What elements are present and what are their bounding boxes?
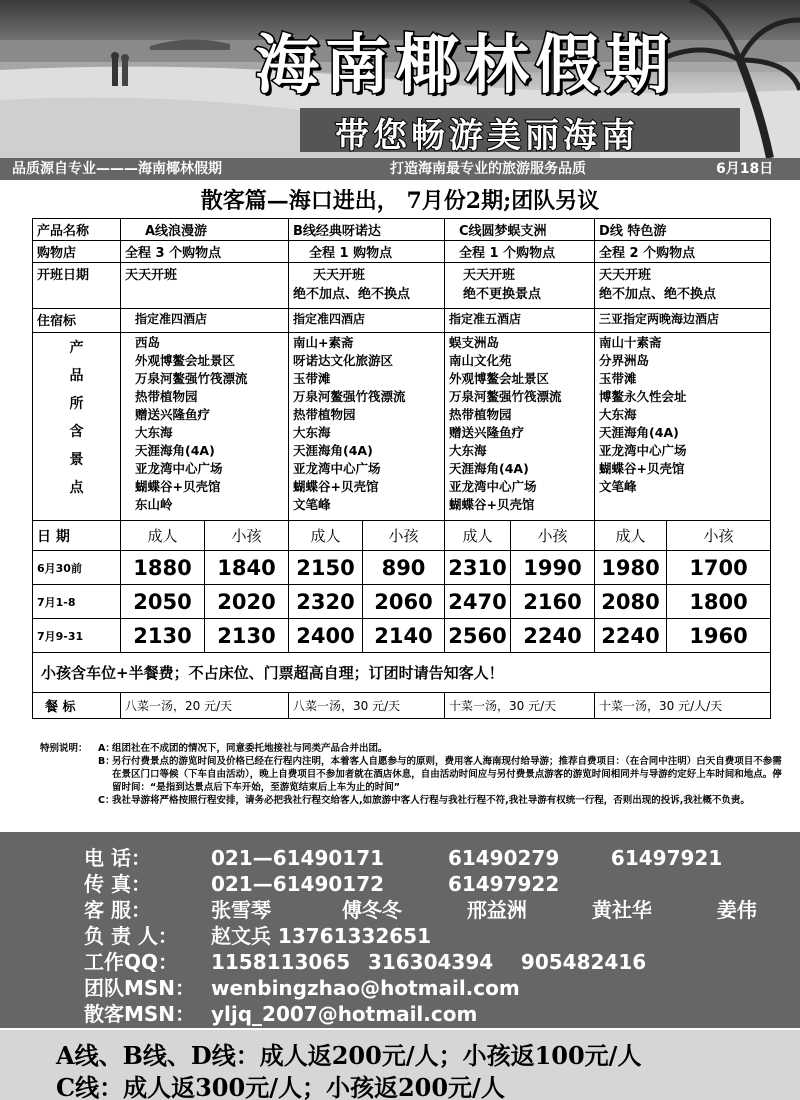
spot-item: 赠送兴隆鱼疗 bbox=[449, 425, 525, 440]
line-d-adult-header: 成人 bbox=[595, 521, 667, 551]
price-cell: 2470 bbox=[445, 585, 511, 619]
spot-item: 玉带滩 bbox=[293, 371, 331, 386]
line-a-spots bbox=[121, 333, 289, 521]
service-person: 张雪琴 bbox=[210, 898, 271, 922]
price-cell: 1980 bbox=[595, 551, 667, 585]
line-d-meal: 十菜一汤，30 元/人/天 bbox=[595, 693, 771, 719]
price-cell: 1960 bbox=[667, 619, 771, 653]
spot-item: 外观博鳌会址景区 bbox=[135, 353, 236, 368]
line-d-shopping: 全程 2 个购物点 bbox=[595, 241, 771, 263]
price-cell: 1880 bbox=[121, 551, 205, 585]
price-row bbox=[33, 551, 771, 585]
line-b-spots bbox=[289, 333, 445, 521]
line-b-shopping: 全程 1 购物点 bbox=[289, 241, 445, 263]
price-cell: 2020 bbox=[205, 585, 289, 619]
price-cell: 2310 bbox=[445, 551, 511, 585]
meal-label: 餐 标 bbox=[33, 693, 121, 719]
hotel-label: 住宿标 bbox=[33, 309, 121, 333]
spot-item: 天涯海角(4A) bbox=[599, 425, 679, 440]
price-row bbox=[33, 619, 771, 653]
team-msn-label: 团队MSN： bbox=[84, 976, 196, 1000]
note-text: 我社导游将严格按照行程安排，请务必把我社行程交给客人,如旅游中客人行程与我社行程不符,我社导游有权统一行程，否则出现的投诉,我社概不负责。 bbox=[112, 795, 750, 806]
product-label: 产品名称 bbox=[33, 219, 121, 241]
price-cell: 2400 bbox=[289, 619, 363, 653]
spots-label-char: 含 bbox=[69, 424, 84, 440]
spot-item: 文笔峰 bbox=[599, 479, 637, 494]
spots-label-char: 景 bbox=[69, 452, 84, 468]
line-c-adult-header: 成人 bbox=[445, 521, 511, 551]
line-d-hotel: 三亚指定两晚海边酒店 bbox=[595, 309, 771, 333]
spot-item: 热带植物园 bbox=[293, 407, 356, 422]
price-cell: 2160 bbox=[511, 585, 595, 619]
spot-item: 玉带滩 bbox=[599, 371, 637, 386]
price-cell: 2150 bbox=[289, 551, 363, 585]
line-b-schedule bbox=[289, 263, 445, 309]
notes-title: 特别说明： bbox=[40, 743, 88, 754]
service-person: 黄社华 bbox=[591, 898, 652, 922]
fit-msn-address[interactable]: yljq_2007@hotmail.com bbox=[210, 1002, 478, 1026]
line-a-adult-header: 成人 bbox=[121, 521, 205, 551]
note-letter: C： bbox=[98, 795, 115, 806]
spot-item: 亚龙湾中心广场 bbox=[599, 443, 687, 458]
price-row-date: 7月9-31 bbox=[33, 619, 121, 653]
price-cell: 1840 bbox=[205, 551, 289, 585]
spot-item: 博鳌永久性会址 bbox=[599, 389, 687, 404]
note-letter: A： bbox=[98, 743, 115, 754]
meal-row bbox=[33, 693, 771, 719]
line-a-schedule-1: 天天开班 bbox=[125, 268, 178, 283]
note-row bbox=[40, 794, 785, 807]
rebate-line-2: C线：成人返300元/人；小孩返200元/人 bbox=[56, 1073, 505, 1100]
price-cell: 2080 bbox=[595, 585, 667, 619]
brand-title: 海南椰林假期 bbox=[255, 28, 675, 103]
spot-item: 呀诺达文化旅游区 bbox=[293, 353, 394, 368]
phone-number: 61490279 bbox=[447, 846, 560, 870]
phone-row bbox=[84, 846, 722, 870]
spot-item: 蜈支洲岛 bbox=[449, 335, 500, 350]
manager-label: 负 责 人： bbox=[84, 924, 178, 948]
spot-item: 大东海 bbox=[449, 443, 487, 458]
spot-item: 大东海 bbox=[599, 407, 637, 422]
schedule-row bbox=[33, 263, 771, 309]
note-letter: B： bbox=[98, 756, 115, 767]
spot-item: 大东海 bbox=[135, 425, 173, 440]
line-a-shopping: 全程 3 个购物点 bbox=[121, 241, 289, 263]
spot-item: 外观博鳌会址景区 bbox=[449, 371, 550, 386]
line-c-child-header: 小孩 bbox=[511, 521, 595, 551]
product-row bbox=[33, 219, 771, 241]
spot-item: 南山十素斋 bbox=[599, 335, 662, 350]
qq-number: 905482416 bbox=[520, 950, 647, 974]
spot-item: 亚龙湾中心广场 bbox=[135, 461, 223, 476]
spot-item: 热带植物园 bbox=[135, 389, 198, 404]
team-msn-address[interactable]: wenbingzhao@hotmail.com bbox=[210, 976, 520, 1000]
spot-item: 天涯海角(4A) bbox=[135, 443, 215, 458]
spot-item: 亚龙湾中心广场 bbox=[293, 461, 381, 476]
fax-number: 021—61490172 bbox=[210, 872, 385, 896]
line-c-hotel: 指定准五酒店 bbox=[445, 309, 595, 333]
line-d-name: D线 特色游 bbox=[595, 219, 771, 241]
line-c-meal: 十菜一汤，30 元/天 bbox=[445, 693, 595, 719]
line-a-child-header: 小孩 bbox=[205, 521, 289, 551]
shopping-label: 购物店 bbox=[33, 241, 121, 263]
special-notes bbox=[40, 742, 785, 807]
line-d-spots bbox=[595, 333, 771, 521]
phone-number: 021—61490171 bbox=[210, 846, 385, 870]
spot-item: 东山岭 bbox=[135, 497, 173, 512]
service-person: 邢益洲 bbox=[466, 898, 527, 922]
fax-row bbox=[84, 872, 559, 896]
spots-label-char: 产 bbox=[69, 340, 84, 356]
line-a-hotel: 指定准四酒店 bbox=[121, 309, 289, 333]
schedule-label: 开班日期 bbox=[33, 263, 121, 309]
line-c-schedule-1: 天天开班 bbox=[463, 268, 516, 283]
price-cell: 2140 bbox=[363, 619, 445, 653]
note-indent bbox=[40, 755, 98, 794]
spot-item: 蝴蝶谷+贝壳馆 bbox=[449, 497, 535, 512]
qq-label: 工作QQ： bbox=[84, 950, 179, 974]
spot-item: 万泉河鳌强竹筏漂流 bbox=[449, 389, 562, 404]
service-person: 傅冬冬 bbox=[341, 898, 402, 922]
headline: 散客篇—海口进出， 7月份2期;团队另议 bbox=[200, 188, 600, 214]
price-cell: 890 bbox=[363, 551, 445, 585]
line-a-schedule bbox=[121, 263, 289, 309]
child-note-row bbox=[33, 653, 771, 693]
manager-row bbox=[84, 924, 431, 948]
line-d-schedule-1: 天天开班 bbox=[599, 268, 652, 283]
price-cell: 2060 bbox=[363, 585, 445, 619]
line-b-hotel: 指定准四酒店 bbox=[289, 309, 445, 333]
spot-item: 分界洲岛 bbox=[599, 353, 650, 368]
line-d-child-header: 小孩 bbox=[667, 521, 771, 551]
fax-number: 61497922 bbox=[447, 872, 560, 896]
phone-label: 电 话： bbox=[84, 846, 151, 870]
line-b-name: B线经典呀诺达 bbox=[289, 219, 445, 241]
spot-item: 南山文化苑 bbox=[449, 353, 512, 368]
price-row-date: 7月1-8 bbox=[33, 585, 121, 619]
line-c-spots bbox=[445, 333, 595, 521]
spot-item: 亚龙湾中心广场 bbox=[449, 479, 537, 494]
service-person: 姜伟 bbox=[716, 898, 757, 922]
spots-row bbox=[33, 333, 771, 521]
price-cell: 2240 bbox=[595, 619, 667, 653]
team-msn-row bbox=[84, 976, 520, 1000]
spot-item: 蝴蝶谷+贝壳馆 bbox=[293, 479, 379, 494]
child-note: 小孩含车位+半餐费；不占床位、门票超高自理；订团时请告知客人！ bbox=[33, 653, 771, 693]
price-cell: 2320 bbox=[289, 585, 363, 619]
line-d-schedule-2: 绝不加点、绝不换点 bbox=[599, 287, 717, 302]
line-b-meal: 八菜一汤，30 元/天 bbox=[289, 693, 445, 719]
price-cell: 2050 bbox=[121, 585, 205, 619]
line-c-schedule bbox=[445, 263, 595, 309]
price-cell: 1800 bbox=[667, 585, 771, 619]
banner bbox=[0, 0, 800, 158]
spot-item: 万泉河鳌强竹筏漂流 bbox=[293, 389, 406, 404]
spots-label-char: 品 bbox=[69, 368, 84, 384]
line-b-child-header: 小孩 bbox=[363, 521, 445, 551]
note-text: 另行付费景点的游览时间及价格已经在行程内注明，本着客人自愿参与的原则，费用客人海南现付给导游；推荐自费项目：（在合同中注明）白天自费项目不参需在景区门口等候（下车自由活动），晚上自费项目不参加者就在酒店休息，自由活动时间应与另付费景点游客的游览时间相同并与导游约定好上车时间和地点。停留时间：“是指到达景点后下车开始，至游览结束后上车为止的时间” bbox=[112, 756, 782, 793]
spot-item: 蝴蝶谷+贝壳馆 bbox=[599, 461, 685, 476]
tagline-left: 品质源自专业———海南椰林假期 bbox=[12, 161, 222, 177]
age-header-row bbox=[33, 521, 771, 551]
rebate-line-1: A线、B线、D线：成人返200元/人；小孩返100元/人 bbox=[56, 1041, 642, 1070]
fit-msn-label: 散客MSN： bbox=[84, 1002, 196, 1026]
tagline-middle: 打造海南最专业的旅游服务品质 bbox=[390, 161, 586, 177]
spot-item: 大东海 bbox=[293, 425, 331, 440]
spots-label bbox=[33, 333, 121, 521]
price-cell: 2130 bbox=[121, 619, 205, 653]
price-cell: 1700 bbox=[667, 551, 771, 585]
price-row-date: 6月30前 bbox=[33, 551, 121, 585]
spot-item: 赠送兴隆鱼疗 bbox=[135, 407, 211, 422]
price-table bbox=[32, 218, 771, 719]
spot-item: 万泉河鳌强竹筏漂流 bbox=[135, 371, 248, 386]
line-b-adult-header: 成人 bbox=[289, 521, 363, 551]
contact-block bbox=[0, 832, 800, 1028]
spot-item: 文笔峰 bbox=[293, 497, 331, 512]
spot-item: 西岛 bbox=[135, 335, 161, 350]
service-row bbox=[84, 898, 757, 922]
line-a-name: A线浪漫游 bbox=[121, 219, 289, 241]
price-cell: 1990 bbox=[511, 551, 595, 585]
note-row bbox=[40, 742, 785, 755]
note-row bbox=[40, 755, 785, 794]
line-c-shopping: 全程 1 个购物点 bbox=[445, 241, 595, 263]
price-cell: 2130 bbox=[205, 619, 289, 653]
spot-item: 南山+素斋 bbox=[293, 335, 354, 350]
spot-item: 天涯海角(4A) bbox=[449, 461, 529, 476]
date-label: 日 期 bbox=[33, 521, 121, 551]
spots-label-char: 点 bbox=[69, 480, 84, 496]
line-a-meal: 八菜一汤，20 元/天 bbox=[121, 693, 289, 719]
rebate-block bbox=[0, 1030, 800, 1100]
shopping-row bbox=[33, 241, 771, 263]
spot-item: 蝴蝶谷+贝壳馆 bbox=[135, 479, 221, 494]
fit-msn-row bbox=[84, 1002, 477, 1026]
line-b-schedule-2: 绝不加点、绝不换点 bbox=[293, 287, 411, 302]
line-b-schedule-1: 天天开班 bbox=[313, 268, 366, 283]
line-c-schedule-2: 绝不更换景点 bbox=[463, 287, 542, 302]
note-text: 组团社在不成团的情况下，同意委托地接社与同类产品合并出团。 bbox=[112, 743, 388, 754]
service-label: 客 服： bbox=[84, 898, 151, 922]
spot-item: 热带植物园 bbox=[449, 407, 512, 422]
tagline-date: 6月18日 bbox=[716, 161, 774, 177]
fax-label: 传 真： bbox=[84, 872, 151, 896]
slogan: 带您畅游美丽海南 bbox=[335, 116, 639, 156]
line-c-name: C线圆梦蜈支洲 bbox=[445, 219, 595, 241]
spots-label-char: 所 bbox=[69, 396, 84, 412]
tagline-bar bbox=[0, 158, 800, 180]
qq-row bbox=[84, 950, 646, 974]
qq-number: 1158113065 bbox=[210, 950, 351, 974]
line-d-schedule bbox=[595, 263, 771, 309]
note-indent bbox=[40, 794, 98, 807]
price-row bbox=[33, 585, 771, 619]
spot-item: 天涯海角(4A) bbox=[293, 443, 373, 458]
qq-number: 316304394 bbox=[367, 950, 494, 974]
price-cell: 2560 bbox=[445, 619, 511, 653]
phone-number: 61497921 bbox=[610, 846, 723, 870]
manager-contact: 赵文兵 13761332651 bbox=[210, 924, 432, 948]
price-cell: 2240 bbox=[511, 619, 595, 653]
hotel-row bbox=[33, 309, 771, 333]
